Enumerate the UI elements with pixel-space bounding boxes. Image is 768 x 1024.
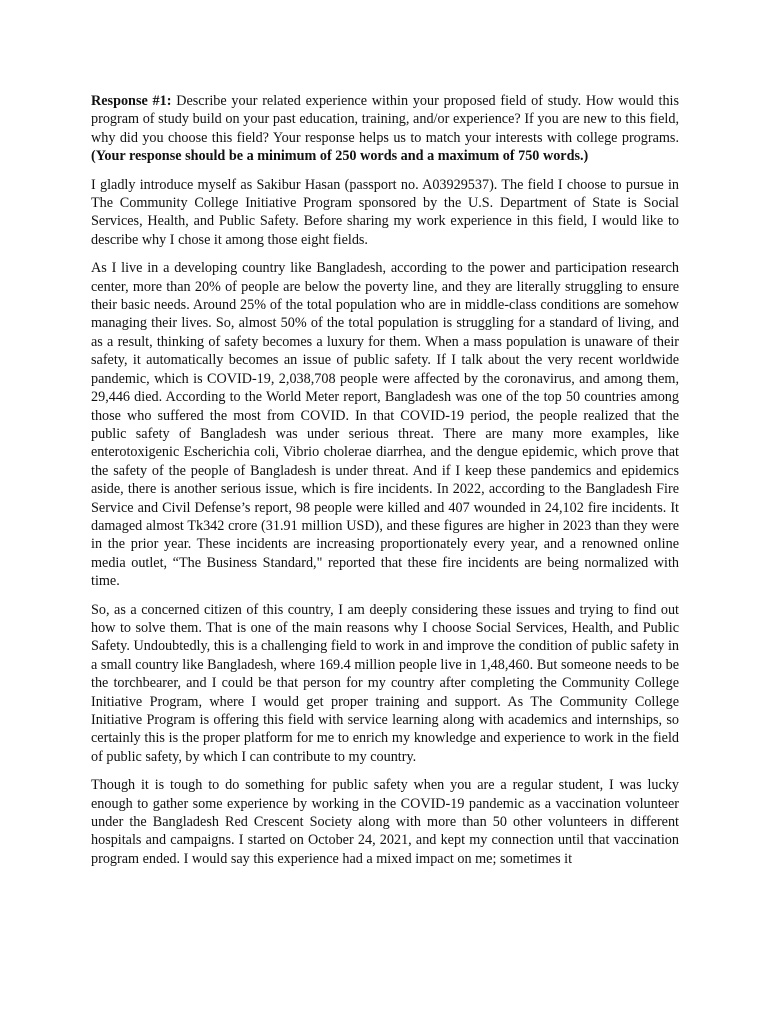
response-paragraph-experience: Though it is tough to do something for public safety when you are a regular student, I was lucky enough to gather some experience by working in the COVID-19 pandemic as a vaccination volunteer under the Bangladesh Red Crescent Society along with more than 50 other volunteers in different hospitals and campaigns. I started on October 24, 2021, and kept my connection until that vaccination program ended. I would say this experience had a mixed impact on me; sometimes it bbox=[91, 777, 679, 867]
response-paragraph-intro: I gladly introduce myself as Sakibur Hasan (passport no. A03929537). The field I choose to pursue in The Community College Initiative Program sponsored by the U.S. Department of State is Social Services, Health, and Public Safety. Before sharing my work experience in this field, I would like to describe why I chose it among those eight fields. bbox=[91, 176, 679, 248]
prompt-requirement: (Your response should be a minimum of 250 words and a maximum of 750 words.) bbox=[91, 148, 589, 165]
response-paragraph-context: As I live in a developing country like Bangladesh, according to the power and participation research center, more than 20% of people are below the poverty line, and they are literally struggling to ensure their basic needs. Around 25% of the total population who are in middle-class conditions are somehow managing their lives. So, almost 50% of the total population is struggling for a standard of living, and as a result, thinking of safety becomes a luxury for them. When a mass population is unaware of their safety, it automatically becomes an issue of public safety. If I talk about the very recent worldwide pandemic, which is COVID-19, 2,038,708 people were affected by the coronavirus, and among them, 29,446 died. According to the World Meter report, Bangladesh was one of the top 50 countries among those who suffered the most from COVID. In that COVID-19 period, the people realized that the public safety of Bangladesh was under serious threat. There are many more examples, like enterotoxigenic Escherichia coli, Vibrio cholerae diarrhea, and the dengue epidemic, which prove that the safety of the people of Bangladesh is under threat. And if I keep these pandemics and epidemics aside, there is another serious issue, which is fire incidents. In 2022, according to the Bangladesh Fire Service and Civil Defense’s report, 98 people were killed and 407 wounded in 24,102 fire incidents. It damaged almost Tk342 crore (31.91 million USD), and these figures are higher in 2023 than they were in the prior year. These incidents are increasing proportionately every year, and a renowned online media outlet, “The Business Standard," reported that these fire incidents are being normalized with time. bbox=[91, 260, 679, 590]
document-body bbox=[91, 92, 679, 878]
prompt-paragraph bbox=[91, 92, 679, 166]
prompt-label: Response #1: bbox=[91, 93, 172, 109]
prompt-question: Describe your related experience within your proposed field of study. How would this program of study build on your past education, training, and/or experience? If you are new to this field, why did you choose this field? Your response helps us to match your interests with college programs. bbox=[91, 93, 680, 146]
response-paragraph-motivation: So, as a concerned citizen of this country, I am deeply considering these issues and trying to find out how to solve them. That is one of the main reasons why I choose Social Services, Health, and Public Safety. Undoubtedly, this is a challenging field to work in and improve the condition of public safety in a small country like Bangladesh, where 169.4 million people live in 1,48,460. But someone needs to be the torchbearer, and I could be that person for my country after completing the Community College Initiative Program, where I would get proper training and support. As The Community College Initiative Program is offering this field with service learning along with academics and internships, so certainly this is the proper platform for me to enrich my knowledge and experience to work in the field of public safety, by which I can contribute to my country. bbox=[91, 601, 679, 765]
